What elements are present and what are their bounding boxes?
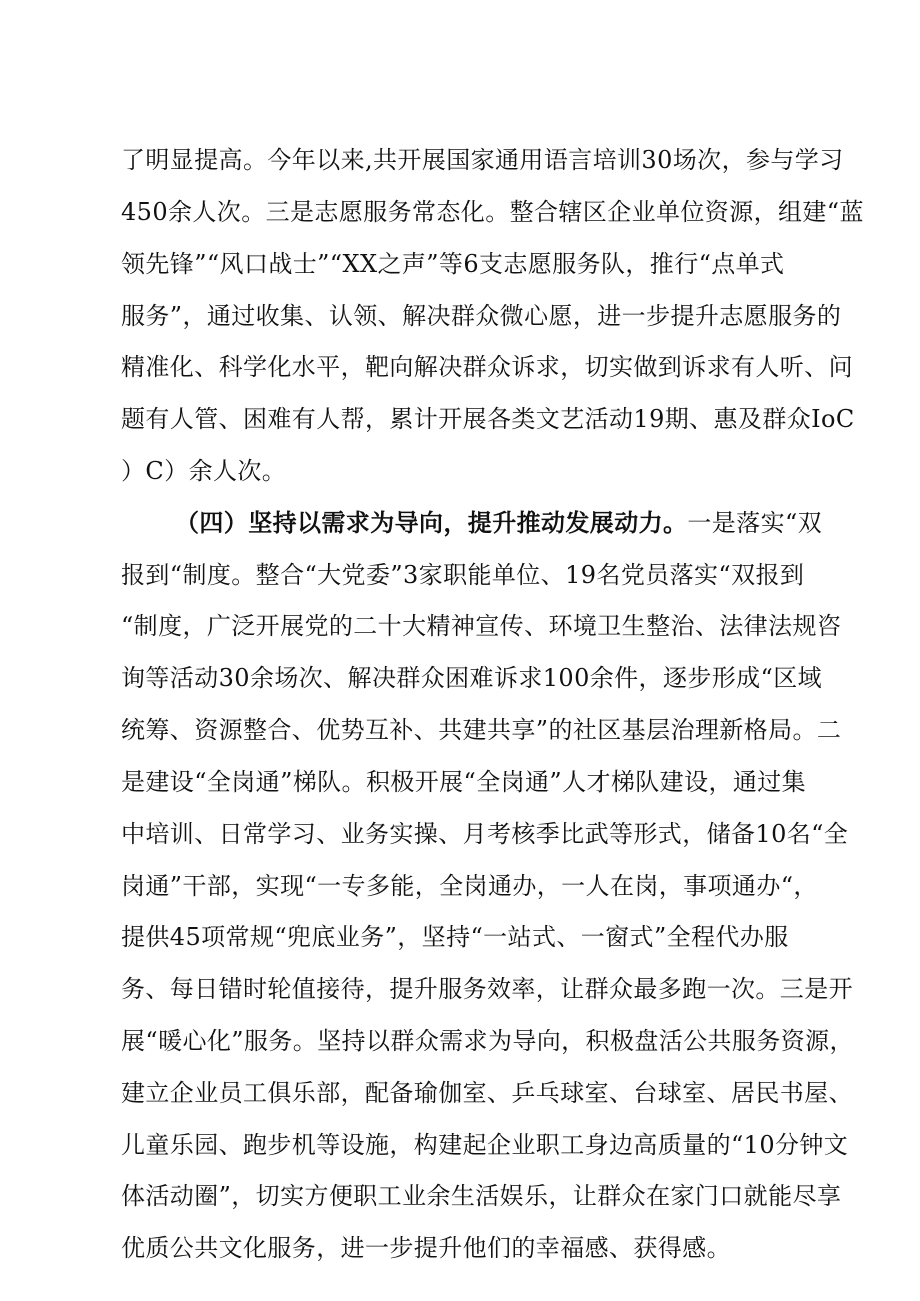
paragraph-2-line-12: 建立企业员工俱乐部，配备瑜伽室、乒乓球室、台球室、居民书屋、 xyxy=(121,1078,853,1107)
paragraph-1-line-3: 领先锋”“风口战士”“XX之声”等6支志愿服务队，推行“点单式 xyxy=(121,249,785,278)
section-heading: （四）坚持以需求为导向，提升推动发展动力。 xyxy=(175,507,688,537)
paragraph-2-line-13: 儿童乐园、跑步机等设施，构建起企业职工身边高质量的“10分钟文 xyxy=(121,1130,849,1159)
paragraph-1-line-5: 精准化、科学化水平，靶向解决群众诉求，切实做到诉求有人听、问 xyxy=(121,353,853,382)
paragraph-2-line-6: 是建设“全岗通”梯队。积极开展“全岗通”人才梯队建设，通过集 xyxy=(121,767,807,796)
paragraph-2-line-7: 中培训、日常学习、业务实操、月考核季比武等形式，储备10名“全 xyxy=(121,819,849,848)
paragraph-2-line-9: 提供45项常规“兜底业务”，坚持“一站式、一窗式”全程代办服 xyxy=(121,923,789,952)
paragraph-2-line-2: 报到“制度。整合“大党委”3家职能单位、19名党员落实“双报到 xyxy=(121,560,805,589)
paragraph-2-line-14: 体活动圈”，切实方便职工业余生活娱乐，让群众在家门口就能尽享 xyxy=(121,1182,842,1211)
paragraph-1-line-7: ）C）余人次。 xyxy=(121,456,287,485)
paragraph-1-line-1: 了明显提高。今年以来,共开展国家通用语言培训30场次，参与学习 xyxy=(121,146,844,174)
paragraph-2-line-5: 统筹、资源整合、优势互补、共建共享”的社区基层治理新格局。二 xyxy=(121,716,842,744)
paragraph-1-line-2: 450余人次。三是志愿服务常态化。整合辖区企业单位资源，组建“蓝 xyxy=(121,197,864,226)
paragraph-1-line-6: 题有人管、困难有人帮，累计开展各类文艺活动19期、惠及群众IoC xyxy=(121,405,855,434)
paragraph-2-line-10: 务、每日错时轮值接待，提升服务效率，让群众最多跑一次。三是开 xyxy=(121,975,853,1004)
paragraph-1-line-4: 服务”，通过收集、认领、解决群众微心愿，进一步提升志愿服务的 xyxy=(121,301,842,330)
paragraph-2-first-line xyxy=(175,507,823,538)
paragraph-2-line-15: 优质公共文化服务，进一步提升他们的幸福感、获得感。 xyxy=(121,1234,731,1263)
paragraph-2-line-3: “制度，广泛开展党的二十大精神宣传、环境卫生整治、法律法规咨 xyxy=(121,612,842,641)
paragraph-2-line-4: 询等活动30余场次、解决群众困难诉求100余件，逐步形成“区域 xyxy=(121,664,823,693)
paragraph-2-first-line-rest: 一是落实“双 xyxy=(687,508,823,537)
paragraph-2-line-11: 展“暖心化”服务。坚持以群众需求为导向，积极盘活公共服务资源， xyxy=(121,1026,854,1055)
paragraph-2-line-8: 岗通”干部，实现“一专多能，全岗通办，一人在岗，事项通办“， xyxy=(121,871,818,900)
